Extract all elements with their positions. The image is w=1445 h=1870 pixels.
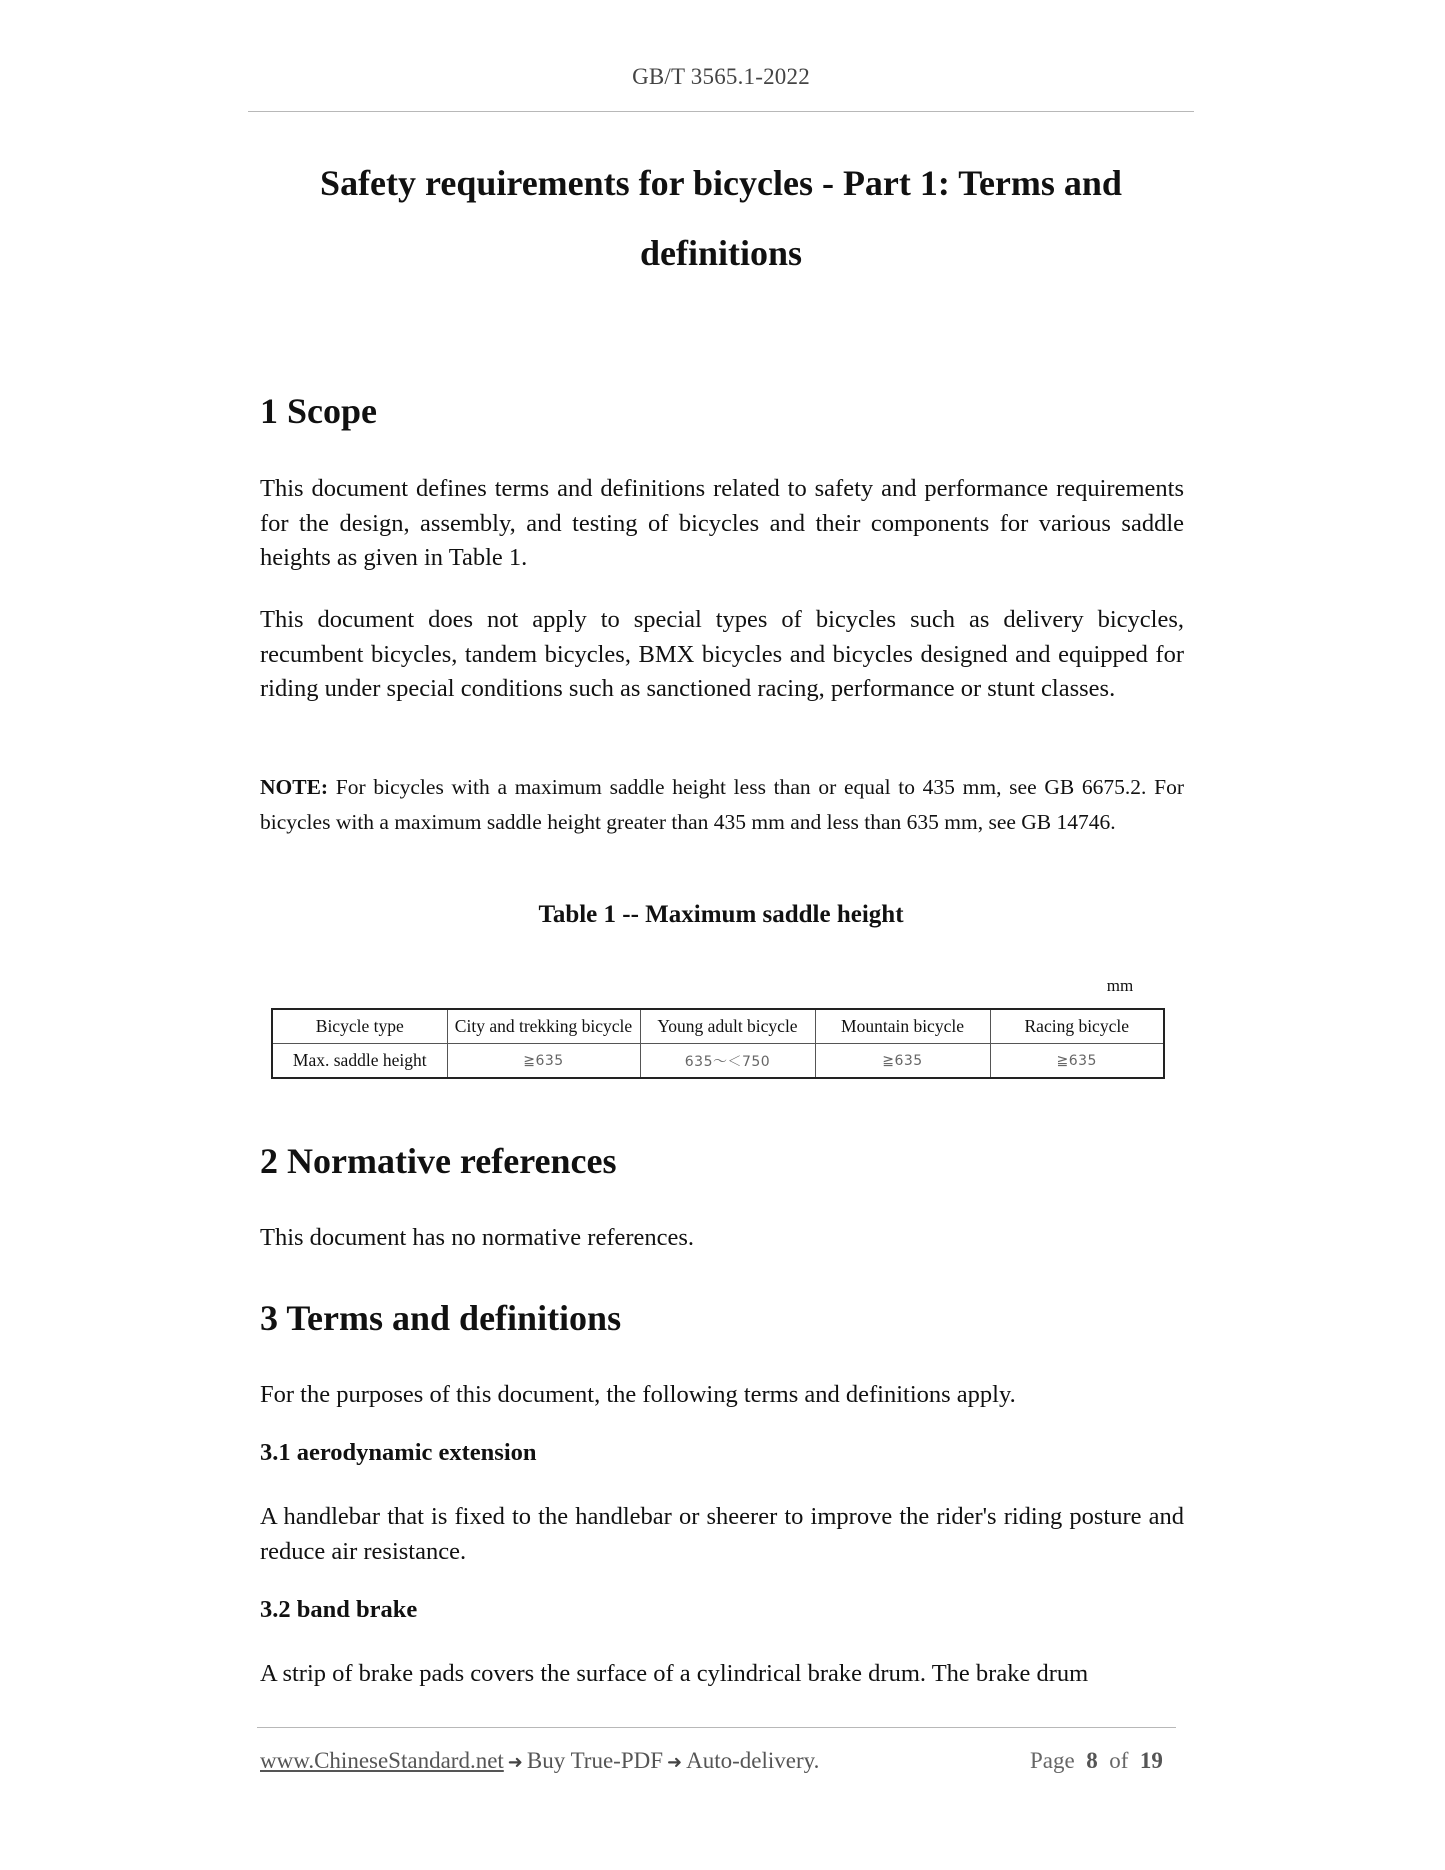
term-heading-aerodynamic-extension: 3.1 aerodynamic extension xyxy=(260,1439,537,1466)
scope-paragraph-2: This document does not apply to special types of bicycles such as delivery bicycles, recumbent bicycles, tandem bicycles, BMX bicycles and bicycles designed and equipped for riding under special conditions such as sanctioned racing, performance or stunt classes. xyxy=(260,606,1184,702)
page-header-doc-number: GB/T 3565.1-2022 xyxy=(632,64,810,89)
term-definition-aerodynamic-extension: A handlebar that is fixed to the handlebar or sheerer to improve the rider's riding posture and reduce air resistance. xyxy=(260,1503,1184,1565)
table-row-label: Max. saddle height xyxy=(272,1044,447,1079)
table-header-cell: Mountain bicycle xyxy=(815,1009,990,1044)
note-text: For bicycles with a maximum saddle height less than or equal to 435 mm, see GB 6675.2. For bicycles with a maximum saddle height greater than 435 mm and less than 635 mm, see GB 14746. xyxy=(260,775,1184,834)
footer-divider xyxy=(257,1727,1176,1728)
note-label: NOTE: xyxy=(260,775,329,799)
document-title xyxy=(248,148,1194,288)
page-indicator xyxy=(1030,1746,1163,1776)
table-cell: ≧635 xyxy=(990,1044,1164,1079)
table-cell: ≧635 xyxy=(815,1044,990,1079)
current-page-number: 8 xyxy=(1086,1748,1098,1773)
table-cell: 635～＜750 xyxy=(640,1044,815,1079)
table-cell: ≧635 xyxy=(447,1044,640,1079)
section-heading-terms-and-definitions: 3 Terms and definitions xyxy=(260,1298,622,1338)
terms-intro-paragraph: For the purposes of this document, the following terms and definitions apply. xyxy=(260,1381,1016,1408)
of-label: of xyxy=(1109,1748,1129,1773)
arrow-right-icon: ➜ xyxy=(667,1752,683,1773)
table-header-row xyxy=(272,1009,1164,1044)
scope-paragraph-1: This document defines terms and definitions related to safety and performance requirements for the design, assembly, and testing of bicycles and their components for various saddle heights as given in Table 1. xyxy=(260,475,1184,571)
section-heading-normative-references: 2 Normative references xyxy=(260,1141,617,1181)
header-divider xyxy=(248,111,1194,112)
table-header-cell: Bicycle type xyxy=(272,1009,447,1044)
arrow-right-icon: ➜ xyxy=(507,1752,523,1773)
table-header-cell: City and trekking bicycle xyxy=(447,1009,640,1044)
footer-promo xyxy=(260,1746,819,1778)
total-page-count: 19 xyxy=(1139,1748,1163,1773)
table-row xyxy=(272,1044,1164,1079)
term-definition-band-brake: A strip of brake pads covers the surface of a cylindrical brake drum. The brake drum xyxy=(260,1660,1089,1687)
website-link[interactable]: www.ChineseStandard.net xyxy=(260,1748,504,1773)
saddle-height-table xyxy=(271,1008,1165,1079)
footer-delivery-text: Auto-delivery. xyxy=(686,1748,820,1773)
normative-references-paragraph: This document has no normative references. xyxy=(260,1224,695,1251)
table-1-unit: mm xyxy=(1106,976,1134,995)
section-heading-scope: 1 Scope xyxy=(260,391,377,431)
footer-buy-text: Buy True-PDF xyxy=(526,1748,664,1773)
table-header-cell: Racing bicycle xyxy=(990,1009,1164,1044)
document-title-line-1: Safety requirements for bicycles - Part 1: Terms and xyxy=(320,163,1122,203)
table-header-cell: Young adult bicycle xyxy=(640,1009,815,1044)
scope-note xyxy=(260,770,1184,840)
term-heading-band-brake: 3.2 band brake xyxy=(260,1596,418,1623)
document-title-line-2: definitions xyxy=(639,233,803,273)
page-label: Page xyxy=(1030,1748,1075,1773)
table-1-caption: Table 1 -- Maximum saddle height xyxy=(538,901,904,928)
